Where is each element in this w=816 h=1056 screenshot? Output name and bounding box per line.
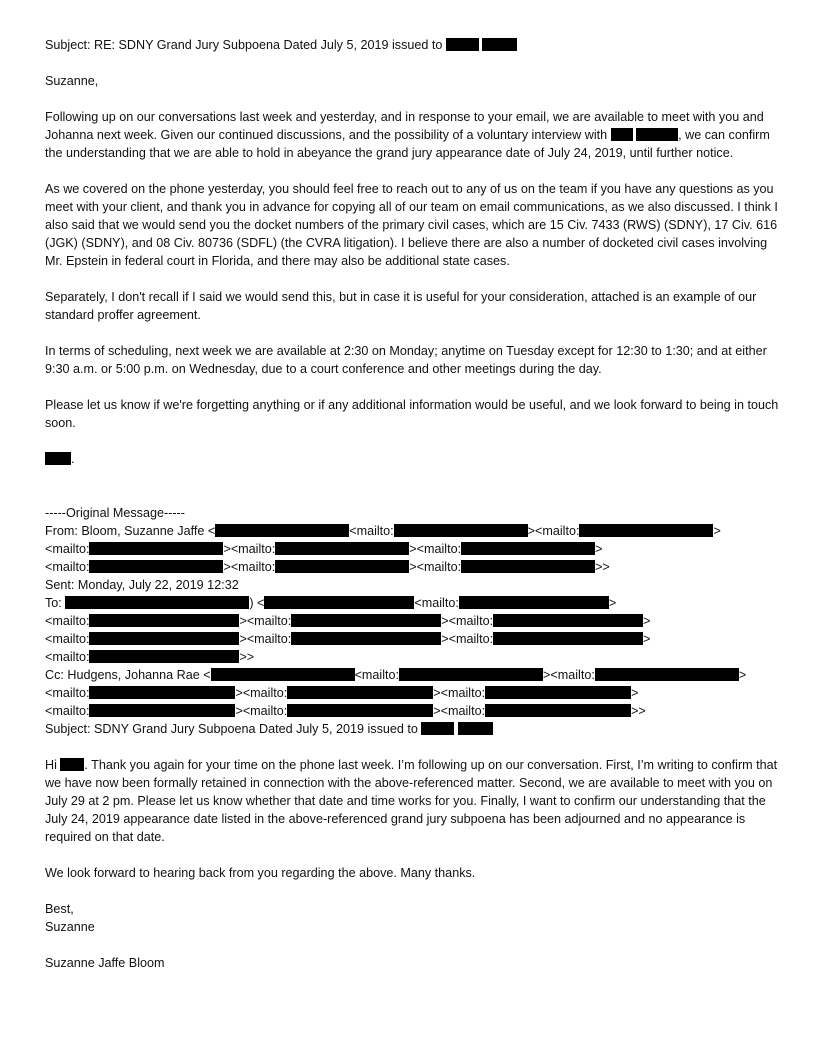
redaction-block bbox=[394, 524, 528, 537]
redaction-block bbox=[579, 524, 713, 537]
redaction-block bbox=[89, 632, 239, 645]
redaction-block bbox=[461, 542, 595, 555]
cc-mailto-line: <mailto: ><mailto: ><mailto: > bbox=[45, 686, 639, 700]
signature-full-name: Suzanne Jaffe Bloom bbox=[45, 956, 165, 970]
redaction-block bbox=[60, 758, 84, 771]
original-subject-line: Subject: SDNY Grand Jury Subpoena Dated July 5, 2019 issued to bbox=[45, 720, 780, 738]
redaction-block bbox=[65, 596, 249, 609]
redaction-block bbox=[636, 128, 678, 141]
reply-paragraph-3: Separately, I don't recall if I said we would send this, but in case it is useful for your consideration, attached is an example of our standard proffer agreement. bbox=[45, 290, 757, 322]
greeting: Suzanne, bbox=[45, 74, 99, 88]
redaction-block bbox=[89, 542, 223, 555]
redaction-block bbox=[458, 722, 493, 735]
redaction-block bbox=[482, 38, 517, 51]
email-document bbox=[45, 36, 780, 972]
reply-paragraph-2: As we covered on the phone yesterday, you should feel free to reach out to any of us on the team if you have any questions as you meet with your client, and thank you in advance for copying all of our team on email communications, as we also discussed. I think I also said that we would send you the docket numbers of the primary civil cases, which are 15 Civ. 7433 (RWS) (SDNY), 17 Civ. 616 (JGK) (SDNY), and 08 Civ. 80736 (SDFL) (the CVRA litigation). I believe there are also a number of docketed civil cases involving Mr. Epstein in federal court in Florida, and there may also be additional state cases. bbox=[45, 182, 778, 268]
to-mailto-line: <mailto: >> bbox=[45, 650, 255, 664]
cc-line: Cc: Hudgens, Johanna Rae < <mailto: ><mailto: > bbox=[45, 668, 747, 682]
redaction-block bbox=[89, 704, 235, 717]
redaction-block bbox=[275, 560, 409, 573]
cc-mailto-line: <mailto: ><mailto: ><mailto: >> bbox=[45, 704, 646, 718]
redaction-block bbox=[89, 686, 235, 699]
redaction-block bbox=[493, 632, 643, 645]
closing-name: Suzanne bbox=[45, 920, 95, 934]
to-line: To: ) < <mailto: > bbox=[45, 596, 617, 610]
reply-subject-line: Subject: RE: SDNY Grand Jury Subpoena Dated July 5, 2019 issued to bbox=[45, 36, 780, 54]
reply-paragraph-1: Following up on our conversations last week and yesterday, and in response to your email, we are available to meet with you and Johanna next week. Given our continued discussions, and the possibility of a voluntary interview with , we can confirm the understanding that we are able to hold in abeyance the grand jury appearance date of July 24, 2019, until further notice. bbox=[45, 110, 770, 160]
reply-paragraph-5: Please let us know if we're forgetting anything or if any additional information would be useful, and we look forward to being in touch soon. bbox=[45, 398, 779, 430]
redaction-block bbox=[264, 596, 414, 609]
redaction-block bbox=[493, 614, 643, 627]
redaction-block bbox=[485, 686, 631, 699]
closing-best: Best, bbox=[45, 902, 74, 916]
redaction-block bbox=[287, 686, 433, 699]
sent-line: Sent: Monday, July 22, 2019 12:32 bbox=[45, 578, 239, 592]
from-line: From: Bloom, Suzanne Jaffe < <mailto: ><mailto: > bbox=[45, 524, 721, 538]
redaction-block bbox=[611, 128, 633, 141]
original-paragraph-1: Hi . Thank you again for your time on the phone last week. I’m following up on our conversation. First, I’m writing to confirm that we have now been formally retained in connection with the above-referenced matter. Second, we are available to meet with you on July 29 at 2 pm. Please let us know whether that date and time works for you. Finally, I want to confirm our understanding that the July 24, 2019 appearance date listed in the above-referenced grand jury subpoena has been adjourned and no appearance is required on that date. bbox=[45, 758, 778, 844]
redaction-block bbox=[291, 632, 441, 645]
redaction-block bbox=[485, 704, 631, 717]
redaction-block bbox=[211, 668, 355, 681]
redaction-block bbox=[461, 560, 595, 573]
original-message-divider: -----Original Message----- bbox=[45, 506, 185, 520]
redaction-block bbox=[89, 614, 239, 627]
to-mailto-line: <mailto: ><mailto: ><mailto: > bbox=[45, 632, 651, 646]
redaction-block bbox=[459, 596, 609, 609]
redaction-block bbox=[89, 650, 239, 663]
redaction-block bbox=[291, 614, 441, 627]
redaction-block bbox=[287, 704, 433, 717]
redaction-block bbox=[595, 668, 739, 681]
redaction-block bbox=[215, 524, 349, 537]
redaction-block bbox=[45, 452, 71, 465]
from-mailto-line: <mailto: ><mailto: ><mailto: > bbox=[45, 542, 603, 556]
redaction-block bbox=[446, 38, 479, 51]
redaction-block bbox=[275, 542, 409, 555]
redaction-block bbox=[421, 722, 454, 735]
to-mailto-line: <mailto: ><mailto: ><mailto: > bbox=[45, 614, 651, 628]
from-mailto-line: <mailto: ><mailto: ><mailto: >> bbox=[45, 560, 610, 574]
redaction-block bbox=[89, 560, 223, 573]
reply-paragraph-4: In terms of scheduling, next week we are available at 2:30 on Monday; anytime on Tuesday except for 12:30 to 1:30; and at either 9:30 a.m. or 5:00 p.m. on Wednesday, due to a court conference and other meetings during the day. bbox=[45, 344, 767, 376]
reply-signature: . bbox=[45, 450, 780, 468]
original-paragraph-2: We look forward to hearing back from you regarding the above. Many thanks. bbox=[45, 866, 476, 880]
redaction-block bbox=[399, 668, 543, 681]
